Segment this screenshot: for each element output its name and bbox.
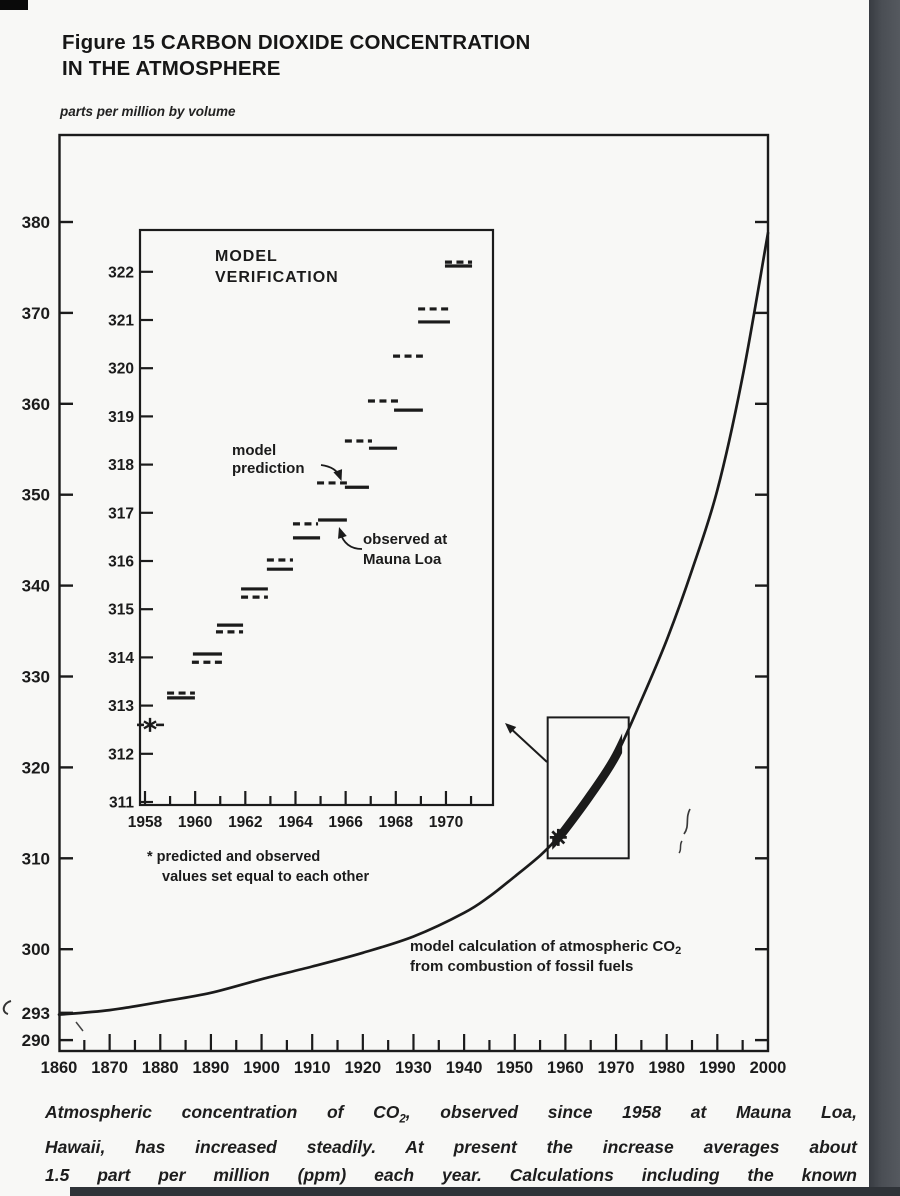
inset-x-label: 1958 — [127, 814, 163, 831]
scan-pen-mark — [76, 1022, 83, 1031]
inset-x-label: 1966 — [328, 814, 363, 831]
inset-x-label: 1964 — [278, 814, 313, 831]
inset-footnote-line2: values set equal to each other — [162, 869, 370, 885]
inset-y-label: 320 — [108, 360, 134, 378]
scan-pen-mark — [4, 1001, 11, 1014]
caption-line-3: 1.5 part per million (ppm) each year. Calculations including the known — [45, 1164, 857, 1185]
inset-y-label: 319 — [108, 408, 134, 426]
x-axis-label: 1960 — [547, 1059, 584, 1077]
caption-line-1 — [45, 1099, 857, 1134]
scan-artifact-right-band — [869, 0, 900, 1196]
x-axis-label: 2000 — [749, 1059, 787, 1077]
model-prediction-label: model — [232, 442, 277, 459]
y-axis-label: 300 — [21, 940, 50, 960]
curve-label-line2: from combustion of fossil fuels — [410, 958, 634, 975]
x-axis-label: 1980 — [648, 1059, 686, 1077]
inset-x-label: 1962 — [228, 814, 263, 831]
model-prediction-label: prediction — [232, 460, 305, 477]
inset-frame — [140, 230, 493, 805]
axis-units-label: parts per million by volume — [60, 104, 236, 119]
zoom-link-arrow-line — [508, 726, 547, 762]
inset-y-label: 312 — [108, 746, 134, 764]
x-axis-label: 1940 — [445, 1059, 483, 1077]
x-axis-label: 1900 — [243, 1059, 280, 1077]
inset-y-label: 322 — [108, 264, 134, 282]
inset-y-label: 317 — [108, 505, 134, 523]
inset-x-label: 1968 — [378, 814, 414, 831]
caption-line-2: Hawaii, has increased steadily. At present the increase averages about — [45, 1137, 857, 1157]
x-axis-label: 1920 — [344, 1059, 382, 1077]
caption-text: , observed since 1958 at Mauna Loa, — [405, 1102, 857, 1122]
inset-y-label: 321 — [108, 312, 134, 330]
y-axis-label: 293 — [21, 1003, 50, 1023]
inset-title-line1: MODEL — [215, 248, 278, 265]
y-axis-label: 380 — [21, 213, 50, 232]
x-axis-label: 1890 — [192, 1059, 230, 1077]
x-axis-label: 1910 — [293, 1059, 331, 1077]
caption-subscript: 2 — [399, 1113, 406, 1126]
observed-label: Mauna Loa — [363, 551, 442, 568]
y-axis-label: 370 — [21, 303, 50, 323]
x-axis-label: 1930 — [395, 1059, 432, 1077]
inset-title-line2: VERIFICATION — [215, 269, 339, 286]
inset-y-label: 315 — [108, 601, 134, 619]
scan-pen-mark — [679, 841, 682, 853]
figure-caption — [45, 1099, 857, 1189]
scan-artifact-bottom-band — [70, 1187, 900, 1196]
y-axis-label: 310 — [21, 849, 50, 869]
inset-y-label: 313 — [108, 698, 134, 716]
x-axis-label: 1870 — [91, 1059, 128, 1077]
y-axis-label: 350 — [21, 485, 50, 505]
y-axis-label: 290 — [21, 1031, 50, 1051]
inset-y-label: 314 — [108, 649, 134, 667]
x-axis-label: 1860 — [40, 1059, 78, 1077]
figure-title-line2: IN THE ATMOSPHERE — [62, 57, 281, 80]
curve-label-line1: model calculation of atmospheric $CO_2$ — [410, 938, 682, 957]
inset-y-label: 316 — [108, 553, 134, 571]
inset-y-label: 318 — [108, 457, 134, 475]
y-axis-label: 320 — [21, 758, 50, 778]
y-axis-label: 360 — [21, 394, 50, 414]
caption-text: Atmospheric concentration of CO — [45, 1102, 400, 1122]
observed-label: observed at — [363, 531, 448, 548]
inset-footnote-line1: * predicted and observed — [147, 849, 321, 865]
inset-x-label: 1960 — [177, 814, 213, 831]
x-axis-label: 1880 — [141, 1059, 179, 1077]
y-axis-label: 340 — [21, 576, 50, 596]
inset-x-label: 1970 — [428, 814, 464, 831]
x-axis-label: 1970 — [597, 1059, 635, 1077]
x-axis-label: 1950 — [496, 1059, 534, 1077]
y-axis-label: 330 — [21, 667, 50, 687]
scan-pen-mark — [684, 809, 690, 834]
inset-y-label: 311 — [108, 794, 134, 812]
x-axis-label: 1990 — [698, 1059, 736, 1077]
figure-title-line1: Figure 15 CARBON DIOXIDE CONCENTRATION — [62, 31, 531, 54]
